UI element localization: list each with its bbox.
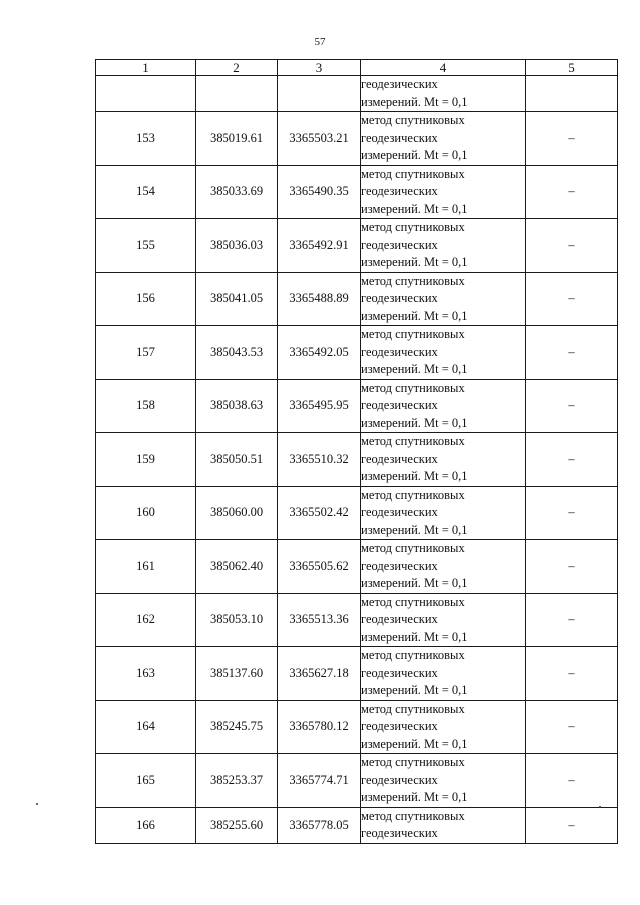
method-line: метод спутниковых xyxy=(361,380,465,395)
cell-num: 160 xyxy=(96,486,196,540)
method-line: геодезических xyxy=(361,77,438,91)
cell-num: 159 xyxy=(96,433,196,487)
page-number: 57 xyxy=(314,36,326,48)
method-line: геодезических xyxy=(361,719,438,733)
cell-method xyxy=(361,647,526,701)
cell-method xyxy=(361,754,526,808)
cell-x: 385137.60 xyxy=(196,647,278,701)
cell-num: 166 xyxy=(96,807,196,843)
cell-num xyxy=(96,76,196,112)
method-line: метод спутниковых xyxy=(361,808,465,823)
cell-note: – xyxy=(526,272,618,326)
method-line: измерений. Mt = 0,1 xyxy=(361,790,468,804)
cell-method xyxy=(361,112,526,166)
cell-x: 385062.40 xyxy=(196,540,278,594)
table-row xyxy=(96,272,618,326)
cell-y: 3365778.05 xyxy=(278,807,361,843)
cell-y: 3365502.42 xyxy=(278,486,361,540)
cell-y: 3365627.18 xyxy=(278,647,361,701)
cell-num: 164 xyxy=(96,700,196,754)
cell-note: – xyxy=(526,433,618,487)
cell-note: – xyxy=(526,165,618,219)
method-line: метод спутниковых xyxy=(361,220,465,234)
method-line: измерений. Mt = 0,1 xyxy=(361,522,468,537)
method-line: геодезических xyxy=(361,826,438,840)
method-line: измерений. Mt = 0,1 xyxy=(361,308,468,323)
cell-num: 154 xyxy=(96,165,196,219)
table-row xyxy=(96,433,618,487)
cell-y: 3365488.89 xyxy=(278,272,361,326)
method-line: геодезических xyxy=(361,558,438,573)
column-header-4: 4 xyxy=(361,60,526,76)
cell-num: 165 xyxy=(96,754,196,808)
method-line: метод спутниковых xyxy=(361,487,465,502)
method-line: геодезических xyxy=(361,451,438,466)
cell-y: 3365774.71 xyxy=(278,754,361,808)
method-line: геодезических xyxy=(361,772,438,787)
cell-x: 385041.05 xyxy=(196,272,278,326)
cell-note xyxy=(526,76,618,112)
cell-num: 153 xyxy=(96,112,196,166)
cell-note: – xyxy=(526,326,618,380)
method-line: геодезических xyxy=(361,344,438,359)
table-row xyxy=(96,379,618,433)
cell-method xyxy=(361,326,526,380)
table-row xyxy=(96,807,618,843)
method-line: измерений. Mt = 0,1 xyxy=(361,683,468,697)
cell-method xyxy=(361,486,526,540)
table-row xyxy=(96,326,618,380)
method-line: измерений. Mt = 0,1 xyxy=(361,736,468,751)
cell-note: – xyxy=(526,700,618,754)
table-row xyxy=(96,540,618,594)
cell-num: 155 xyxy=(96,219,196,273)
cell-y xyxy=(278,76,361,112)
cell-method xyxy=(361,700,526,754)
cell-note: – xyxy=(526,486,618,540)
cell-x: 385019.61 xyxy=(196,112,278,166)
method-line: метод спутниковых xyxy=(361,327,465,341)
cell-note: – xyxy=(526,219,618,273)
table-row xyxy=(96,593,618,647)
cell-x: 385060.00 xyxy=(196,486,278,540)
method-line: метод спутниковых xyxy=(361,594,465,609)
method-line: метод спутниковых xyxy=(361,434,465,448)
cell-method xyxy=(361,540,526,594)
method-line: геодезических xyxy=(361,505,438,519)
cell-y: 3365503.21 xyxy=(278,112,361,166)
method-line: метод спутниковых xyxy=(361,273,465,288)
method-line: измерений. Mt = 0,1 xyxy=(361,629,468,644)
cell-num: 162 xyxy=(96,593,196,647)
cell-x: 385253.37 xyxy=(196,754,278,808)
cell-y: 3365510.32 xyxy=(278,433,361,487)
cell-num: 161 xyxy=(96,540,196,594)
cell-y: 3365513.36 xyxy=(278,593,361,647)
table-row xyxy=(96,647,618,701)
method-line: измерений. Mt = 0,1 xyxy=(361,255,468,269)
column-header-1: 1 xyxy=(96,60,196,76)
table-body xyxy=(96,76,618,844)
table-row xyxy=(96,700,618,754)
cell-x: 385043.53 xyxy=(196,326,278,380)
cell-note: – xyxy=(526,593,618,647)
cell-method xyxy=(361,219,526,273)
continuation-row xyxy=(96,76,618,112)
column-header-5: 5 xyxy=(526,60,618,76)
cell-method xyxy=(361,165,526,219)
column-header-2: 2 xyxy=(196,60,278,76)
method-line: геодезических xyxy=(361,184,438,198)
method-line: метод спутниковых xyxy=(361,541,465,555)
cell-note: – xyxy=(526,647,618,701)
cell-x: 385255.60 xyxy=(196,807,278,843)
method-line: метод спутниковых xyxy=(361,113,465,127)
cell-num: 163 xyxy=(96,647,196,701)
table-row xyxy=(96,754,618,808)
method-line: измерений. Mt = 0,1 xyxy=(361,362,468,376)
cell-y: 3365505.62 xyxy=(278,540,361,594)
method-line: геодезических xyxy=(361,237,438,252)
method-line: измерений. Mt = 0,1 xyxy=(361,576,468,590)
table-row xyxy=(96,165,618,219)
cell-x: 385245.75 xyxy=(196,700,278,754)
table-row xyxy=(96,112,618,166)
method-line: измерений. Mt = 0,1 xyxy=(361,469,468,483)
table-row xyxy=(96,486,618,540)
cell-num: 156 xyxy=(96,272,196,326)
column-header-3: 3 xyxy=(278,60,361,76)
cell-x xyxy=(196,76,278,112)
cell-y: 3365492.91 xyxy=(278,219,361,273)
cell-method xyxy=(361,593,526,647)
method-line: геодезических xyxy=(361,291,438,305)
scan-speck xyxy=(599,806,601,808)
method-line: метод спутниковых xyxy=(361,701,465,716)
cell-x: 385050.51 xyxy=(196,433,278,487)
method-line: метод спутниковых xyxy=(361,755,465,769)
method-line: метод спутниковых xyxy=(361,166,465,181)
cell-y: 3365490.35 xyxy=(278,165,361,219)
table-header-row xyxy=(96,60,618,76)
cell-x: 385036.03 xyxy=(196,219,278,273)
cell-note: – xyxy=(526,379,618,433)
cell-note: – xyxy=(526,807,618,843)
cell-num: 157 xyxy=(96,326,196,380)
coordinates-table xyxy=(95,59,618,844)
method-line: измерений. Mt = 0,1 xyxy=(361,201,468,216)
cell-method xyxy=(361,76,526,112)
cell-note: – xyxy=(526,112,618,166)
method-line: измерений. Mt = 0,1 xyxy=(361,415,468,430)
cell-method xyxy=(361,272,526,326)
cell-x: 385038.63 xyxy=(196,379,278,433)
cell-x: 385053.10 xyxy=(196,593,278,647)
method-line: метод спутниковых xyxy=(361,648,465,662)
cell-note: – xyxy=(526,754,618,808)
cell-y: 3365495.95 xyxy=(278,379,361,433)
cell-method xyxy=(361,379,526,433)
cell-x: 385033.69 xyxy=(196,165,278,219)
cell-note: – xyxy=(526,540,618,594)
method-line: геодезических xyxy=(361,130,438,145)
cell-num: 158 xyxy=(96,379,196,433)
method-line: измерений. Mt = 0,1 xyxy=(361,94,468,109)
table-row xyxy=(96,219,618,273)
scan-speck xyxy=(36,803,38,805)
method-line: геодезических xyxy=(361,398,438,412)
cell-method xyxy=(361,807,526,843)
cell-y: 3365492.05 xyxy=(278,326,361,380)
cell-method xyxy=(361,433,526,487)
method-line: геодезических xyxy=(361,665,438,680)
method-line: геодезических xyxy=(361,612,438,626)
cell-y: 3365780.12 xyxy=(278,700,361,754)
method-line: измерений. Mt = 0,1 xyxy=(361,148,468,162)
